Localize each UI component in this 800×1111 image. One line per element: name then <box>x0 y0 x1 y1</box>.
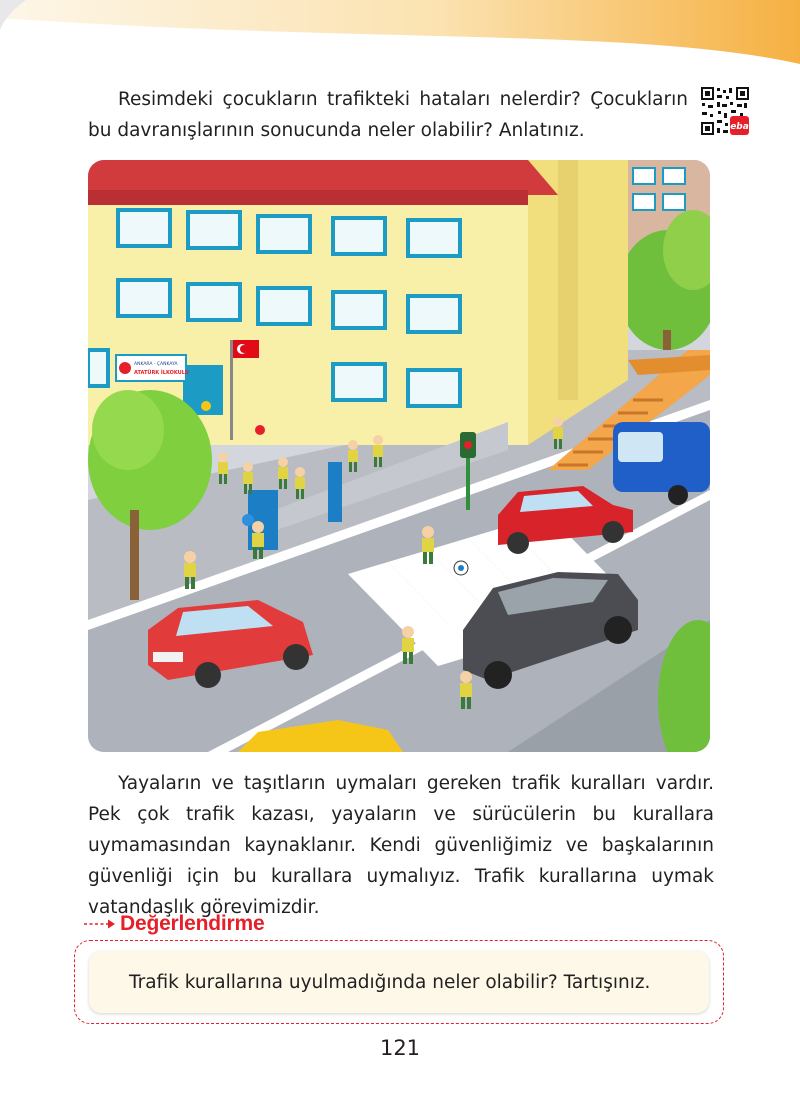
page-number: 121 <box>379 1036 421 1060</box>
dashed-arrow-icon <box>84 918 116 930</box>
intro-question: Resimdeki çocukların trafikteki hataları nelerdir? Çocukların bu davranışlarının sonucunda neler olabilir? Anlatınız. <box>88 89 688 141</box>
school-sign-line1: ANKARA - ÇANKAYA <box>134 362 178 367</box>
evaluation-question: Trafik kurallarına uyulmadığında neler olabilir? Tartışınız. <box>129 971 651 993</box>
evaluation-box <box>74 940 724 1024</box>
school-sign-line2: ATATÜRK İLKOKULU <box>134 370 189 376</box>
qr-code[interactable] <box>700 86 750 136</box>
traffic-illustration <box>88 160 710 752</box>
traffic-rules-paragraph: Yayaların ve taşıtların uymaları gereken trafik kuralları vardır. Pek çok trafik kazası, yayaların ve sürücülerin bu kurallara uymamasından kaynaklanır. Kendi güvenliğimiz ve başkalarının güvenliği için bu kurallara uymalıyız. Trafik kurallarına uymak vatandaşlık görevimizdir. <box>88 773 714 918</box>
qr-badge: eba <box>730 122 749 132</box>
header-decoration <box>0 0 800 80</box>
evaluation-question-panel <box>89 951 709 1013</box>
evaluation-title: Değerlendirme <box>120 912 265 935</box>
evaluation-header <box>84 912 264 936</box>
